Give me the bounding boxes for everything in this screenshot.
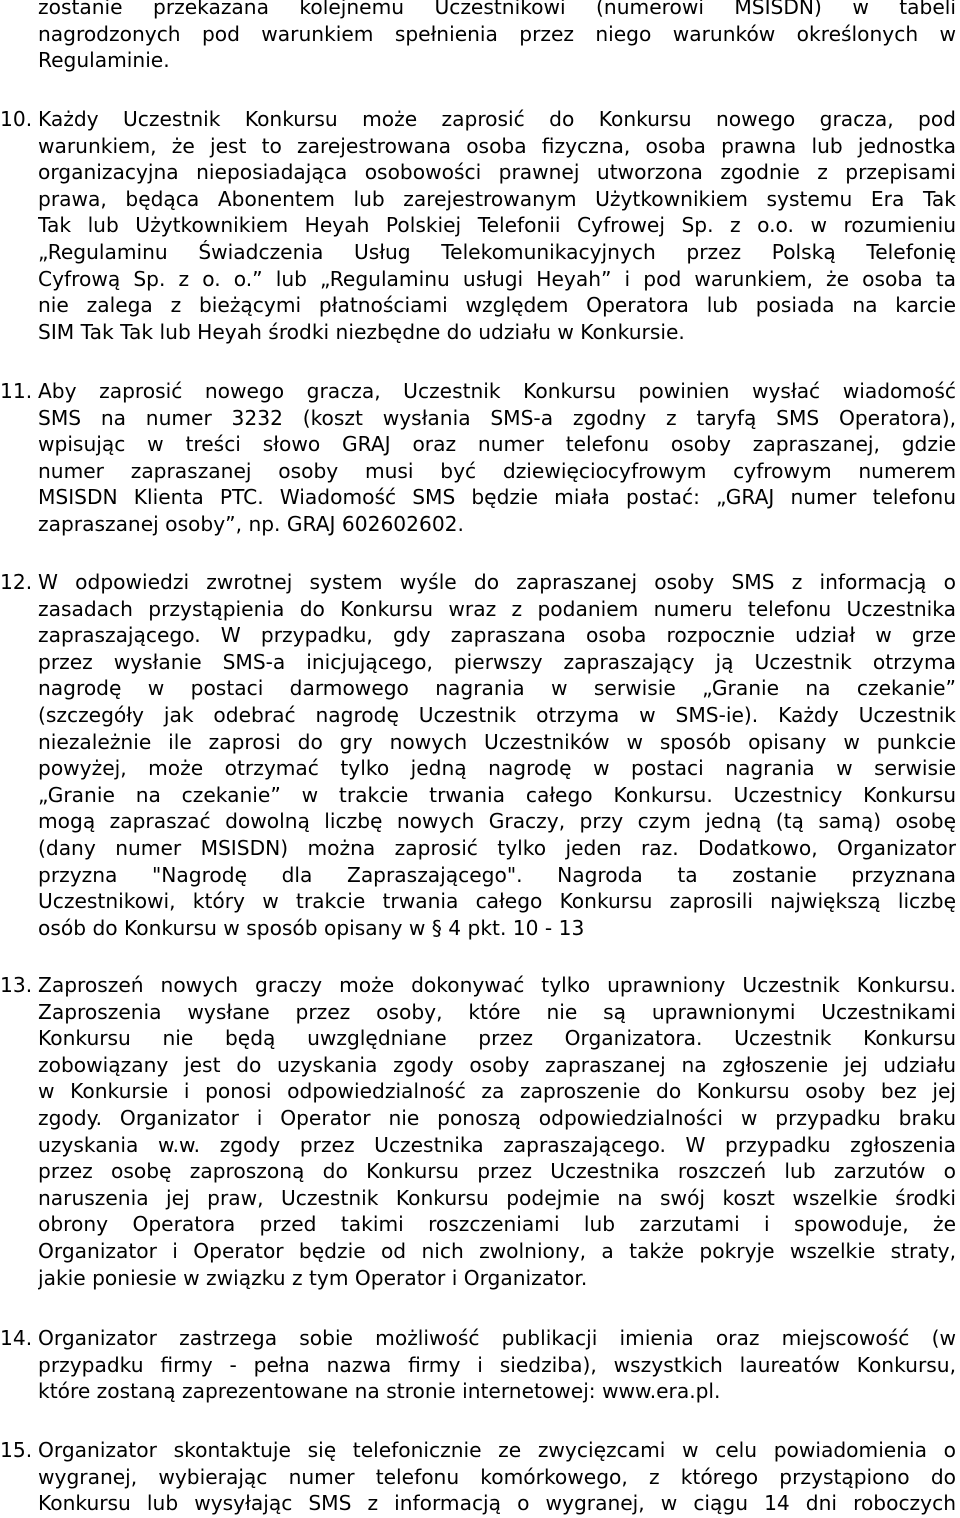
text-line: MSISDN Klienta PTC. Wiadomość SMS będzie miała postać: „GRAJ numer telefonu <box>38 485 956 510</box>
item-text <box>38 1325 956 1405</box>
text-line: przyzna "Nagrodę dla Zapraszającego". Nagroda ta zostanie przyznana <box>38 862 956 887</box>
text-line: SIM Tak Tak lub Heyah środki niezbędne do udziału w Konkursie. <box>38 319 685 344</box>
text-line: zobowiązany jest do uzyskania zgody osoby zapraszanej na zgłoszenie jej udziału <box>38 1052 956 1077</box>
item-number: 12. <box>0 570 33 594</box>
text-line: (szczegóły jak odebrać nagrodę Uczestnik otrzyma w SMS-ie). Każdy Uczestnik <box>38 702 956 727</box>
text-line: „Granie na czekanie” w trakcie trwania całego Konkursu. Uczestnicy Konkursu <box>38 782 956 807</box>
text-line: numer zapraszanej osoby musi być dziewięciocyfrowym cyfrowym numerem <box>38 458 956 483</box>
text-line: Zaproszenia wysłane przez osoby, które nie są uprawnionymi Uczestnikami <box>38 999 956 1024</box>
text-line: Cyfrową Sp. z o. o.” lub „Regulaminu usługi Heyah” i pod warunkiem, że osoba ta <box>38 266 956 291</box>
text-line: warunkiem, że jest to zarejestrowana osoba fizyczna, osoba prawna lub jednostka <box>38 133 956 158</box>
item-number: 13. <box>0 973 33 997</box>
text-line: prawa, będąca Abonentem lub zarejestrowanym Użytkownikiem systemu Era Tak <box>38 186 956 211</box>
text-line: jakie poniesie w związku z tym Operator i Organizator. <box>38 1265 588 1290</box>
text-line: zapraszanej osoby”, np. GRAJ 602602602. <box>38 511 464 536</box>
text-line: powyżej, może otrzymać tylko jedną nagrodę w postaci nagrania w serwisie <box>38 756 956 781</box>
text-line: przez wysłanie SMS-a inicjującego, pierwszy zapraszający ją Uczestnik otrzyma <box>38 649 956 674</box>
text-line: zapraszającego. W przypadku, gdy zapraszana osoba rozpocznie udział w grze <box>38 623 956 648</box>
text-line: Aby zaprosić nowego gracza, Uczestnik Konkursu powinien wysłać wiadomość <box>38 379 956 403</box>
text-line: mogą zapraszać dowolną liczbę nowych Graczy, przy czym jedną (tą samą) osobę <box>38 809 956 834</box>
text-line: zgody. Organizator i Operator nie ponoszą odpowiedzialności w przypadku braku <box>38 1105 956 1130</box>
item-number: 14. <box>0 1326 33 1350</box>
text-line: SMS na numer 3232 (koszt wysłania SMS-a zgodny z taryfą SMS Operatora), <box>38 405 956 430</box>
text-line: Zaproszeń nowych graczy może dokonywać tylko uprawniony Uczestnik Konkursu. <box>38 973 956 997</box>
item-text <box>38 972 956 1291</box>
text-line: uzyskania w.w. zgody przez Uczestnika zapraszającego. W przypadku zgłoszenia <box>38 1132 956 1157</box>
item-number: 11. <box>0 379 33 403</box>
text-line: Tak lub Użytkownikiem Heyah Polskiej Telefonii Cyfrowej Sp. z o.o. w rozumieniu <box>38 213 956 238</box>
intro-line: Regulaminie. <box>38 48 170 73</box>
text-line: Konkursu nie będą uwzględniane przez Organizatora. Uczestnik Konkursu <box>38 1026 956 1051</box>
text-line: Konkursu lub wysyłając SMS z informacją o wygranej, w ciągu 14 dni roboczych <box>38 1491 956 1516</box>
item-text <box>38 378 956 538</box>
text-line: „Regulaminu Świadczenia Usług Telekomunikacyjnych przez Polską Telefonię <box>38 239 956 264</box>
text-line: osób do Konkursu w sposób opisany w § 4 pkt. 10 - 13 <box>38 915 585 940</box>
intro-paragraph <box>38 0 956 74</box>
text-line: naruszenia jej praw, Uczestnik Konkursu podejmie na swój koszt wszelkie środki <box>38 1185 956 1210</box>
item-number: 15. <box>0 1438 33 1462</box>
text-line: przypadku firmy - pełna nazwa firmy i siedziba), wszystkich laureatów Konkursu, <box>38 1352 956 1377</box>
text-line: wpisując w treści słowo GRAJ oraz numer telefonu osoby zapraszanej, gdzie <box>38 432 956 457</box>
item-text <box>38 569 956 941</box>
text-line: nie zalega z bieżącymi płatnościami względem Operatora lub posiada na karcie <box>38 293 956 318</box>
item-text <box>38 106 956 345</box>
text-line: Organizator skontaktuje się telefonicznie ze zwycięzcami w celu powiadomienia o <box>38 1438 956 1462</box>
text-line: niezależnie ile zaprosi do gry nowych Uczestników w sposób opisany w punkcie <box>38 729 956 754</box>
text-line: Organizator zastrzega sobie możliwość publikacji imienia oraz miejscowość (w <box>38 1326 956 1350</box>
text-line: przez osobę zaproszoną do Konkursu przez Uczestnika roszczeń lub zarzutów o <box>38 1159 956 1184</box>
text-line: zasadach przystąpienia do Konkursu wraz z podaniem numeru telefonu Uczestnika <box>38 596 956 621</box>
intro-line: nagrodzonych pod warunkiem spełnienia przez niego warunków określonych w <box>38 21 956 46</box>
text-line: Każdy Uczestnik Konkursu może zaprosić do Konkursu nowego gracza, pod <box>38 107 956 131</box>
text-line: w Konkursie i ponosi odpowiedzialność za zaproszenie do Konkursu osoby bez jej <box>38 1079 956 1104</box>
text-line: które zostaną zaprezentowane na stronie internetowej: www.era.pl. <box>38 1379 721 1404</box>
text-line: Uczestnikowi, który w trakcie trwania całego Konkursu zaprosili największą liczbę <box>38 889 956 914</box>
text-line: Organizator i Operator będzie od nich zwolniony, a także pokryje wszelkie straty, <box>38 1238 956 1263</box>
text-line: wygranej, wybierając numer telefonu komórkowego, z którego przystąpiono do <box>38 1464 956 1489</box>
item-text <box>38 1437 956 1517</box>
text-line: obrony Operatora przed takimi roszczeniami lub zarzutami i spowoduje, że <box>38 1212 956 1237</box>
text-line: organizacyjna nieposiadająca osobowości prawnej utworzona zgodnie z przepisami <box>38 160 956 185</box>
text-line: (dany numer MSISDN) można zaprosić tylko jeden raz. Dodatkowo, Organizator <box>38 835 956 860</box>
item-number: 10. <box>0 107 33 131</box>
text-line: W odpowiedzi zwrotnej system wyśle do zapraszanej osoby SMS z informacją o <box>38 570 956 594</box>
text-line: nagrodę w postaci darmowego nagrania w serwisie „Granie na czekanie” <box>38 676 956 701</box>
intro-line: zostanie przekazana kolejnemu Uczestnikowi (numerowi MSISDN) w tabeli <box>38 0 956 19</box>
